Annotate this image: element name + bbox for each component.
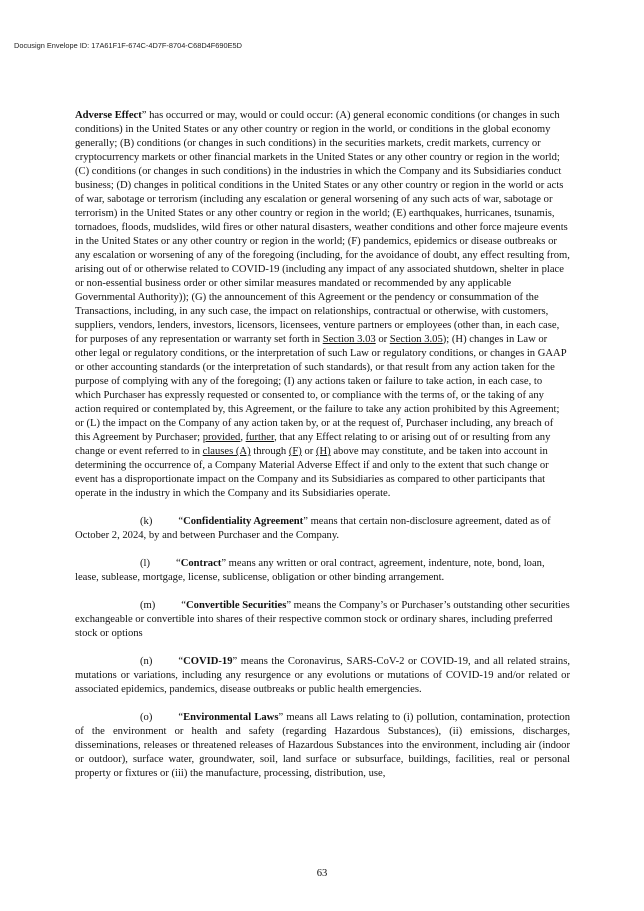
definition-convertible-securities: (m) “Convertible Securities” means the Company’s or Purchaser’s outstanding other securities exchangeable or convertible into shares of their respective common stock or ordinary shares, including preferred stock or options xyxy=(75,600,570,639)
page-number: 63 xyxy=(316,868,328,879)
definition-environmental-laws: (o) “Environmental Laws” means all Laws relating to (i) pollution, contamination, protection of the environment or health and safety (regarding Hazardous Substances), (ii) emissions, discharges, disseminations, releases or threatened releases of Hazardous Substances into the environment, including air (indoor or outdoor), surface water, groundwater, soil, land surface or subsurface, buildings, facilities, real or personal property or fixtures or (iii) the manufacture, processing, distribution, use, xyxy=(75,712,570,779)
defined-term: Contract xyxy=(180,558,222,569)
clause-reference: (H) xyxy=(315,446,331,457)
defined-term: Convertible Securities xyxy=(186,600,287,611)
proviso-term: further xyxy=(245,432,275,443)
docusign-envelope-id: Docusign Envelope ID: 17A61F1F-674C-4D7F-8704-C68D4F690E5D xyxy=(14,41,242,50)
definition-covid-19: (n) “COVID-19” means the Coronavirus, SARS-CoV-2 or COVID-19, and all related strains, mutations or variations, including any resurgence or any evolutions or mutations of COVID-19 and/or related or associated epidemics, pandemics, disease outbreaks or public health emergencies. xyxy=(75,656,570,695)
proviso-term: provided xyxy=(202,432,241,443)
defined-term: Environmental Laws xyxy=(183,712,279,723)
definition-label: (l) xyxy=(140,558,150,569)
clause-reference: (F) xyxy=(288,446,302,457)
defined-term: Adverse Effect xyxy=(75,110,142,121)
definition-label: (o) xyxy=(140,712,153,723)
document-body xyxy=(75,109,570,781)
section-reference: Section 3.03 xyxy=(322,334,376,345)
section-reference: Section 3.05 xyxy=(389,334,443,345)
definition-label: (m) xyxy=(140,600,156,611)
definition-contract: (l) “Contract” means any written or oral contract, agreement, indenture, note, bond, loan, lease, sublease, mortgage, license, sublicense, obligation or other binding arrangement. xyxy=(75,558,545,583)
definition-label: (k) xyxy=(140,516,153,527)
definition-confidentiality-agreement: (k) “Confidentiality Agreement” means that certain non-disclosure agreement, dated as of October 2, 2024, by and between Purchaser and the Company. xyxy=(75,516,551,541)
defined-term: Confidentiality Agreement xyxy=(183,516,304,527)
definition-label: (n) xyxy=(140,656,153,667)
clause-reference: clauses (A) xyxy=(202,446,251,457)
material-adverse-effect-paragraph: Adverse Effect” has occurred or may, would or could occur: (A) general economic conditions (or changes in such conditions) in the United States or any other country or region in the world, or conditions in the global economy generally; (B) conditions (or changes in such conditions) in the securities markets, credit markets, currency or cryptocurrency markets or other financial markets in the United States or any other country or region in the world; (C) conditions (or changes in such conditions) in the industries in which the Company and its Subsidiaries conduct business; (D) changes in political conditions in the United States or any other country or region in the world or acts of war, sabotage or terrorism (including any escalation or general worsening of any such acts of war, sabotage or terrorism) in the United States or any other country or region in the world; (E) earthquakes, hurricanes, tsunamis, tornadoes, floods, mudslides, wild fires or other natural disasters, weather conditions and other force majeure events in the United States or any other country or region in the world; (F) pandemics, epidemics or disease outbreaks or any escalation or worsening of any of the foregoing (including, for the avoidance of doubt, any effect resulting from, arising out of or otherwise related to COVID-19 (including any impact of any associated shutdown, shelter in place or non-essential business order or other similar measures mandated or recommended by any applicable Governmental Authority)); (G) the announcement of this Agreement or the pendency or consummation of the Transactions, including, in any such case, the impact on relationships, contractual or otherwise, with customers, suppliers, vendors, lenders, investors, licensors, licensees, venture partners or employees (other than, in each case, for purposes of any representation or warranty set forth in Section 3.03 or Section 3.05); (H) changes in Law or other legal or regulatory conditions, or the interpretation of such Law or regulatory conditions, or changes in GAAP or other accounting standards (or the interpretation of such standards), or that result from any action taken for the purpose of complying with any of the foregoing; (I) any actions taken or failure to take action, in each case, to which Purchaser has expressly requested or consented to, or compliance with the terms of, or the taking of any action required or contemplated by, this Agreement, or the failure to take any action prohibited by this Agreement; or (L) the impact on the Company of any action taken by, or at the request of, Purchaser including, any breach of this Agreement by Purchaser; provided, further, that any Effect relating to or arising out of or resulting from any change or event referred to in clauses (A) through (F) or (H) above may constitute, and be taken into account in determining the occurrence of, a Company Material Adverse Effect if and only to the extent that such change or event has a disproportionate impact on the Company and its Subsidiaries as compared to other participants that operate in the industry in which the Company and its Subsidiaries operate. xyxy=(75,110,570,499)
defined-term: COVID-19 xyxy=(183,656,233,667)
